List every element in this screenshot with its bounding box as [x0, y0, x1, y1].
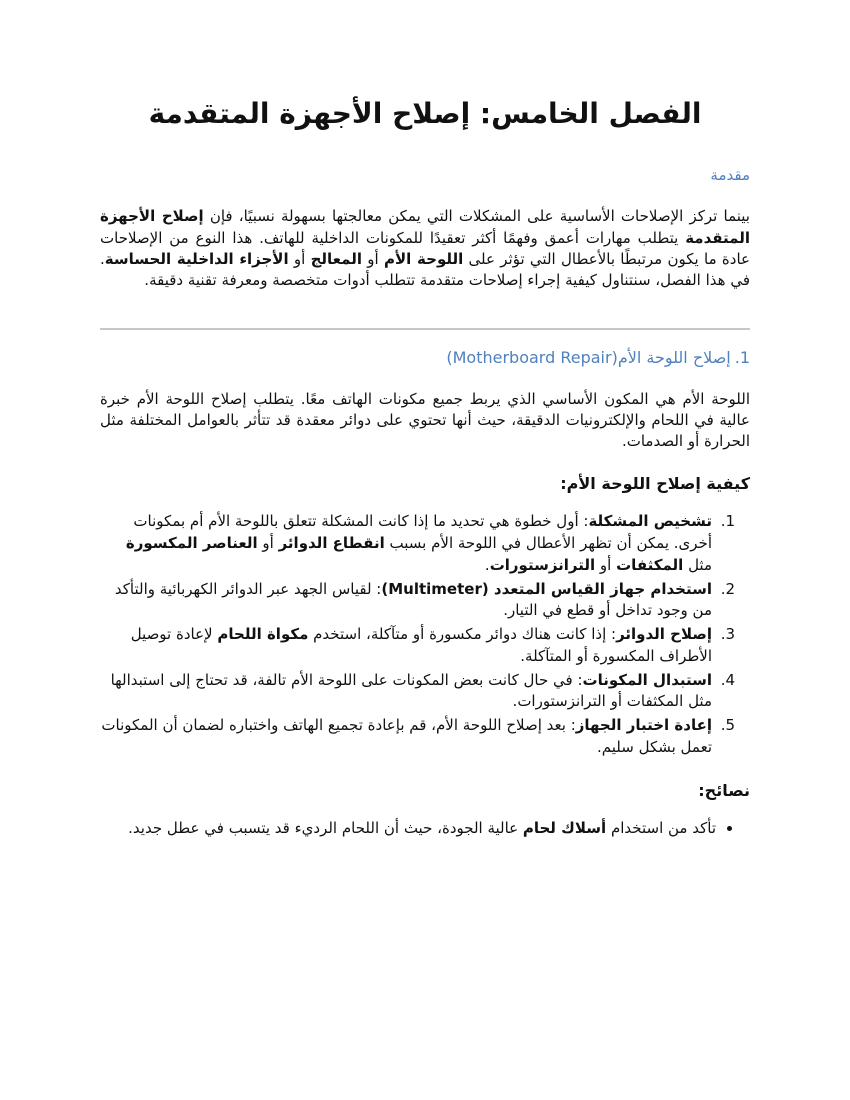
step-3-bold: إصلاح الدوائر	[616, 625, 712, 644]
step-2-bold: استخدام جهاز القياس المتعدد (Multimeter)	[381, 579, 712, 598]
step-4-text-1: : في حال كانت بعض المكونات على اللوحة الأم تالفة، قد تحتاج إلى استبدالها مثل المكثفات أو الترانزستورات.	[110, 670, 712, 711]
tips-list	[100, 818, 750, 840]
intro-bold-advanced-repair: إصلاح الأجهزة المتقدمة	[100, 207, 750, 247]
step-1-text-1: : أول خطوة هي تحديد ما إذا كانت المشكلة تتعلق باللوحة الأم أم بمكونات أخرى. يمكن أن تظهر الأعطال في اللوحة الأم بسبب	[133, 512, 712, 553]
intro-heading: مقدمة	[710, 166, 750, 185]
list-item	[100, 624, 716, 668]
step-1-bold-2: انقطاع الدوائر	[278, 534, 385, 553]
step-1-bold-5: الترانزستورات	[489, 555, 596, 574]
list-item	[100, 818, 716, 840]
section-1-number: 1.	[734, 347, 750, 367]
list-item	[100, 511, 716, 576]
section-1-heading	[100, 348, 750, 367]
tip-1-text-1: تأكد من استخدام	[606, 818, 716, 837]
intro-text-1: بينما تركز الإصلاحات الأساسية على المشكلات التي يمكن معالجتها بسهولة نسبيًا، فإن	[203, 207, 750, 226]
step-4-bold: استبدال المكونات	[582, 670, 712, 689]
list-item	[100, 670, 716, 714]
step-3-bold-2: مكواة اللحام	[217, 625, 309, 644]
step-1-text-5: .	[484, 555, 490, 574]
intro-bold-sensitive-parts: الأجزاء الداخلية الحساسة	[104, 249, 289, 268]
tip-1-bold: أسلاك لحام	[522, 818, 607, 837]
tip-1-text-2: عالية الجودة، حيث أن اللحام الرديء قد يتسبب في عطل جديد.	[128, 818, 523, 837]
section-divider	[100, 328, 750, 330]
step-2-text-1: : لقياس الجهد عبر الدوائر الكهربائية والتأكد من وجود تداخل أو قطع في التيار.	[114, 579, 712, 620]
page-title: الفصل الخامس: إصلاح الأجهزة المتقدمة	[148, 97, 702, 130]
step-5-bold: إعادة اختبار الجهاز	[575, 716, 712, 735]
step-3-text-2: لإعادة توصيل الأطراف المكسورة أو المتآكلة.	[130, 625, 712, 665]
intro-bold-processor: المعالج	[310, 249, 362, 268]
step-1-text-2: أو	[257, 534, 279, 553]
step-1-bold-3: العناصر المكسورة	[125, 534, 258, 553]
intro-bold-motherboard: اللوحة الأم	[383, 249, 464, 268]
intro-text-5: . في هذا الفصل، سنتناول كيفية إجراء إصلاحات متقدمة تتطلب أدوات متخصصة ومعرفة تقنية دقيقة.	[100, 249, 750, 290]
intro-text-3: أو	[361, 249, 384, 268]
howto-heading: كيفية إصلاح اللوحة الأم:	[560, 474, 750, 494]
repair-steps-list	[100, 511, 750, 758]
step-3-text-1: : إذا كانت هناك دوائر مكسورة أو متآكلة، استخدم	[308, 625, 617, 644]
step-1-text-4: أو	[595, 555, 617, 574]
section-1-title-ar: إصلاح اللوحة الأم	[617, 347, 731, 367]
intro-text-2: يتطلب مهارات أعمق وفهمًا أكثر تعقيدًا للمكونات الداخلية للهاتف. هذا النوع من الإصلاحات عادة ما يكون مرتبطًا بالأعطال التي تؤثر على	[100, 228, 750, 268]
step-1-bold-4: المكثفات	[616, 555, 684, 574]
step-1-bold: تشخيص المشكلة	[588, 512, 712, 531]
intro-paragraph	[100, 206, 750, 291]
step-1-text-3: مثل	[683, 555, 712, 574]
section-1-title-en: (Motherboard Repair)	[446, 347, 618, 367]
list-item	[100, 579, 716, 623]
step-5-text-1: : بعد إصلاح اللوحة الأم، قم بإعادة تجميع الهاتف واختباره لضمان أن المكونات تعمل بشكل سليم.	[101, 716, 712, 756]
tips-heading: نصائح:	[698, 780, 750, 800]
intro-text-4: أو	[288, 249, 311, 268]
list-item	[100, 715, 716, 759]
section-1-paragraph: اللوحة الأم هي المكون الأساسي الذي يربط جميع مكونات الهاتف معًا. يتطلب إصلاح اللوحة الأم خبرة عالية في اللحام والإلكترونيات الدقيقة، حيث أنها تحتوي على دوائر معقدة قد تتأثر بالعوامل المختلفة مثل الحرارة أو الصدمات.	[100, 389, 750, 451]
